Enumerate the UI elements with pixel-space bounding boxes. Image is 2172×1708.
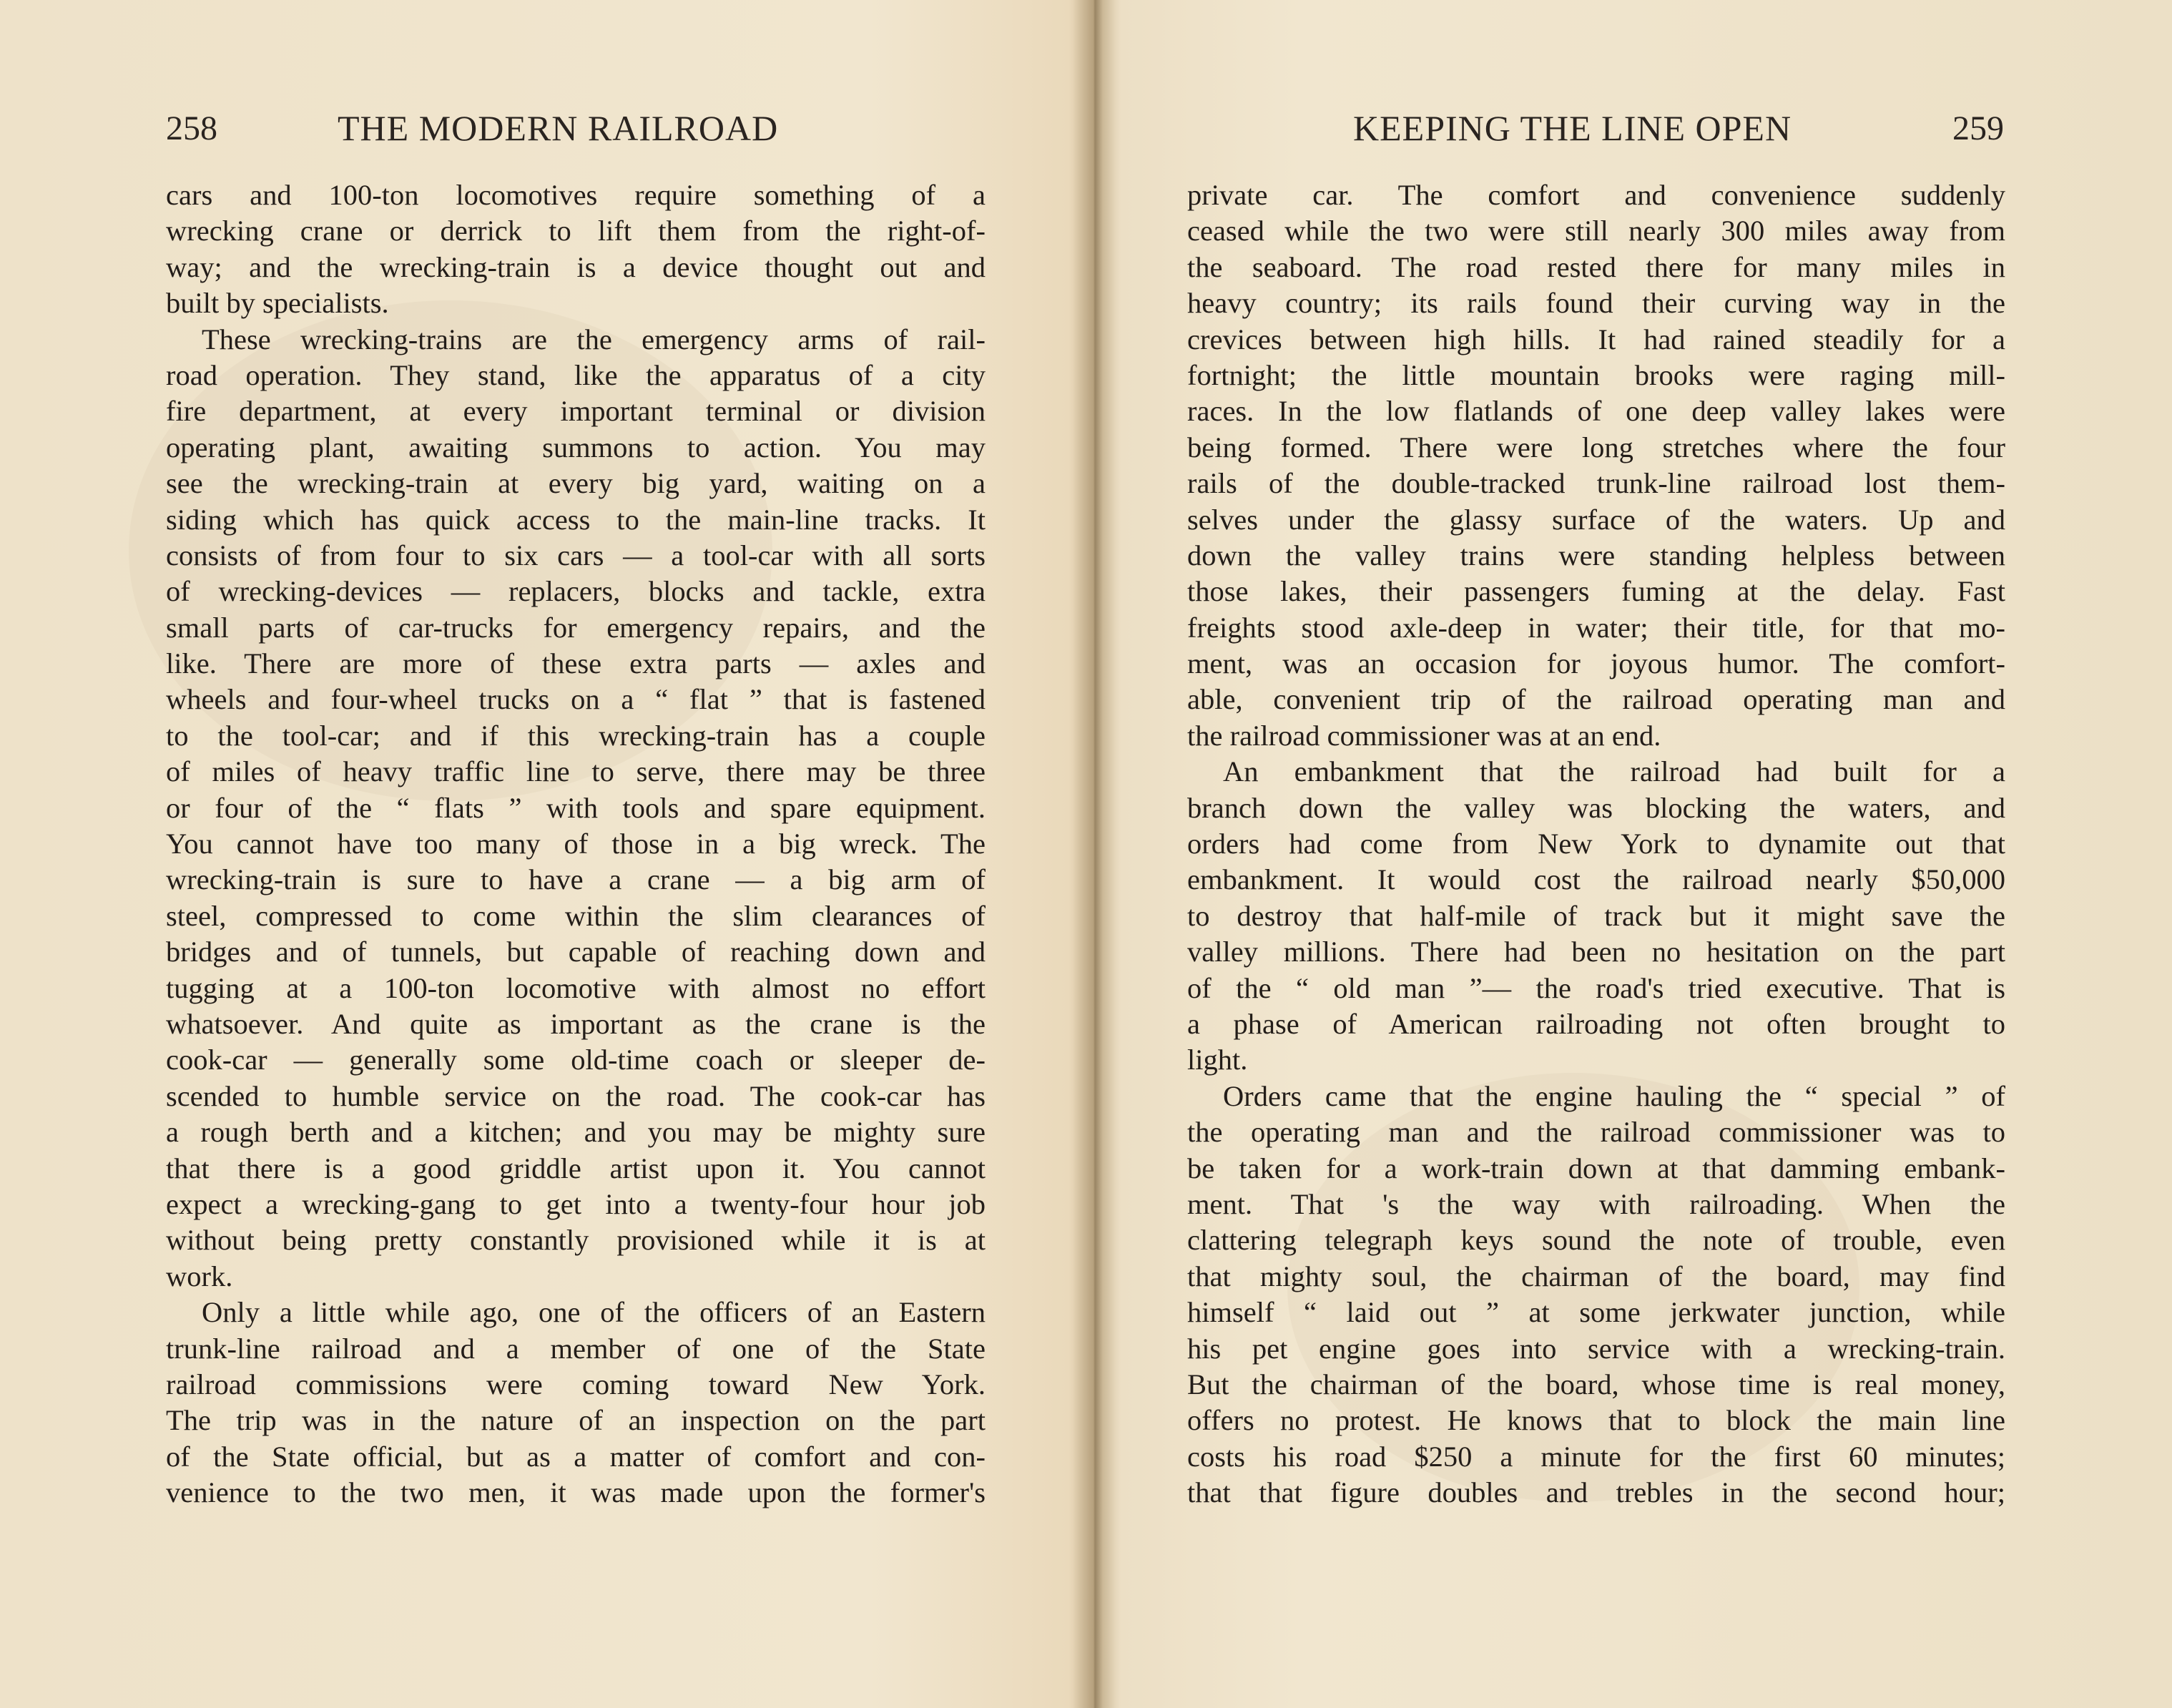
text-line: to the tool-car; and if this wrecking-train has a couple — [166, 719, 986, 752]
text-line: a phase of American railroading not often brought to — [1187, 1007, 2005, 1040]
text-line: selves under the glassy surface of the waters. Up and — [1187, 503, 2005, 536]
text-line: costs his road $250 a minute for the first 60 minutes; — [1187, 1440, 2005, 1473]
running-title: THE MODERN RAILROAD — [338, 108, 779, 148]
text-line: Only a little while ago, one of the officers of an Eastern — [202, 1296, 986, 1329]
text-line: crevices between high hills. It had rained steadily for a — [1187, 323, 2005, 355]
text-line: trunk-line railroad and a member of one of the State — [166, 1332, 986, 1365]
page-body-text — [1187, 177, 2005, 1511]
text-line: But the chairman of the board, whose time is real money, — [1187, 1368, 2005, 1400]
text-line: see the wrecking-train at every big yard, waiting on a — [166, 467, 986, 500]
text-line: ceased while the two were still nearly 300 miles away from — [1187, 215, 2005, 247]
text-line: like. There are more of these extra parts — axles and — [166, 647, 986, 680]
right-page — [1116, 0, 2172, 1708]
page-body-text — [166, 177, 986, 1511]
running-title: KEEPING THE LINE OPEN — [1353, 108, 1792, 148]
text-line: The trip was in the nature of an inspection on the part — [166, 1404, 986, 1437]
text-line: fortnight; the little mountain brooks were raging mill- — [1187, 358, 2005, 391]
text-line: way; and the wrecking-train is a device thought out and — [166, 250, 986, 283]
text-line: wrecking-train is sure to have a crane — a big arm of — [166, 863, 986, 896]
text-line: the seaboard. The road rested there for many miles in — [1187, 250, 2005, 283]
text-line: consists of from four to six cars — a tool-car with all sorts — [166, 539, 986, 571]
text-line: steel, compressed to come within the slim clearances of — [166, 899, 986, 932]
text-line: venience to the two men, it was made upon the former's — [166, 1476, 986, 1509]
text-line: a rough berth and a kitchen; and you may be mighty sure — [166, 1116, 986, 1149]
text-line: railroad commissions were coming toward New York. — [166, 1368, 986, 1400]
text-line: private car. The comfort and convenience suddenly — [1187, 179, 2005, 211]
text-line: work. — [166, 1260, 233, 1292]
text-line: offers no protest. He knows that to block the main line — [1187, 1404, 2005, 1437]
text-line: valley millions. There had been no hesitation on the part — [1187, 936, 2005, 968]
text-line: fire department, at every important terminal or division — [166, 395, 986, 428]
text-line: ment. That 's the way with railroading. When the — [1187, 1187, 2005, 1220]
page-number: 258 — [166, 109, 217, 147]
book-gutter — [1073, 0, 1116, 1708]
text-line: that mighty soul, the chairman of the board, may find — [1187, 1260, 2005, 1292]
text-line: built by specialists. — [166, 287, 389, 320]
text-line: wheels and four-wheel trucks on a “ flat ” that is fastened — [166, 683, 986, 716]
text-line: siding which has quick access to the main-line tracks. It — [166, 503, 986, 536]
text-line: scended to humble service on the road. The cook-car has — [166, 1079, 986, 1112]
text-line: These wrecking-trains are the emergency arms of rail- — [202, 323, 986, 355]
text-line: embankment. It would cost the railroad nearly $50,000 — [1187, 863, 2005, 896]
text-line: without being pretty constantly provisioned while it is at — [166, 1224, 986, 1257]
text-line: whatsoever. And quite as important as the crane is the — [166, 1007, 986, 1040]
text-line: operating plant, awaiting summons to action. You may — [166, 431, 986, 463]
text-line: Orders came that the engine hauling the “ special ” of — [1223, 1079, 2005, 1112]
text-line: being formed. There were long stretches where the four — [1187, 431, 2005, 463]
text-line: of the State official, but as a matter of comfort and con- — [166, 1440, 986, 1473]
text-line: You cannot have too many of those in a big wreck. The — [166, 828, 986, 860]
text-line: expect a wrecking-gang to get into a twenty-four hour job — [166, 1187, 986, 1220]
text-line: ment, was an occasion for joyous humor. The comfort- — [1187, 647, 2005, 680]
text-line: cook-car — generally some old-time coach or sleeper de- — [166, 1044, 986, 1076]
text-line: rails of the double-tracked trunk-line railroad lost them- — [1187, 467, 2005, 500]
text-line: small parts of car-trucks for emergency repairs, and the — [166, 611, 986, 644]
text-line: to destroy that half-mile of track but it might save the — [1187, 899, 2005, 932]
text-line: that there is a good griddle artist upon it. You cannot — [166, 1152, 986, 1184]
text-line: heavy country; its rails found their curving way in the — [1187, 287, 2005, 320]
text-line: able, convenient trip of the railroad operating man and — [1187, 683, 2005, 716]
text-line: road operation. They stand, like the apparatus of a city — [166, 358, 986, 391]
text-line: of wrecking-devices — replacers, blocks and tackle, extra — [166, 575, 986, 608]
text-line: cars and 100-ton locomotives require something of a — [166, 179, 986, 211]
text-line: down the valley trains were standing helpless between — [1187, 539, 2005, 571]
text-line: freights stood axle-deep in water; their title, for that mo- — [1187, 611, 2005, 644]
text-line: his pet engine goes into service with a wrecking-train. — [1187, 1332, 2005, 1365]
text-line: races. In the low flatlands of one deep valley lakes were — [1187, 395, 2005, 428]
text-line: or four of the “ flats ” with tools and spare equipment. — [166, 791, 986, 824]
left-page — [0, 0, 1073, 1708]
text-line: himself “ laid out ” at some jerkwater junction, while — [1187, 1296, 2005, 1329]
text-line: clattering telegraph keys sound the note of trouble, even — [1187, 1224, 2005, 1257]
text-line: tugging at a 100-ton locomotive with almost no effort — [166, 971, 986, 1004]
text-line: that that figure doubles and trebles in the second hour; — [1187, 1476, 2005, 1509]
text-line: branch down the valley was blocking the waters, and — [1187, 791, 2005, 824]
text-line: light. — [1187, 1044, 1248, 1076]
text-line: An embankment that the railroad had built for a — [1223, 755, 2005, 788]
text-line: be taken for a work-train down at that damming embank- — [1187, 1152, 2005, 1184]
page-number: 259 — [1952, 109, 2004, 147]
text-line: wrecking crane or derrick to lift them from the right-of- — [166, 215, 986, 247]
text-line: of miles of heavy traffic line to serve, there may be three — [166, 755, 986, 788]
text-line: bridges and of tunnels, but capable of reaching down and — [166, 936, 986, 968]
text-line: of the “ old man ”— the road's tried executive. That is — [1187, 971, 2005, 1004]
text-line: those lakes, their passengers fuming at the delay. Fast — [1187, 575, 2005, 608]
text-line: the railroad commissioner was at an end. — [1187, 719, 1661, 752]
text-line: orders had come from New York to dynamite out that — [1187, 828, 2005, 860]
text-line: the operating man and the railroad commissioner was to — [1187, 1116, 2005, 1149]
